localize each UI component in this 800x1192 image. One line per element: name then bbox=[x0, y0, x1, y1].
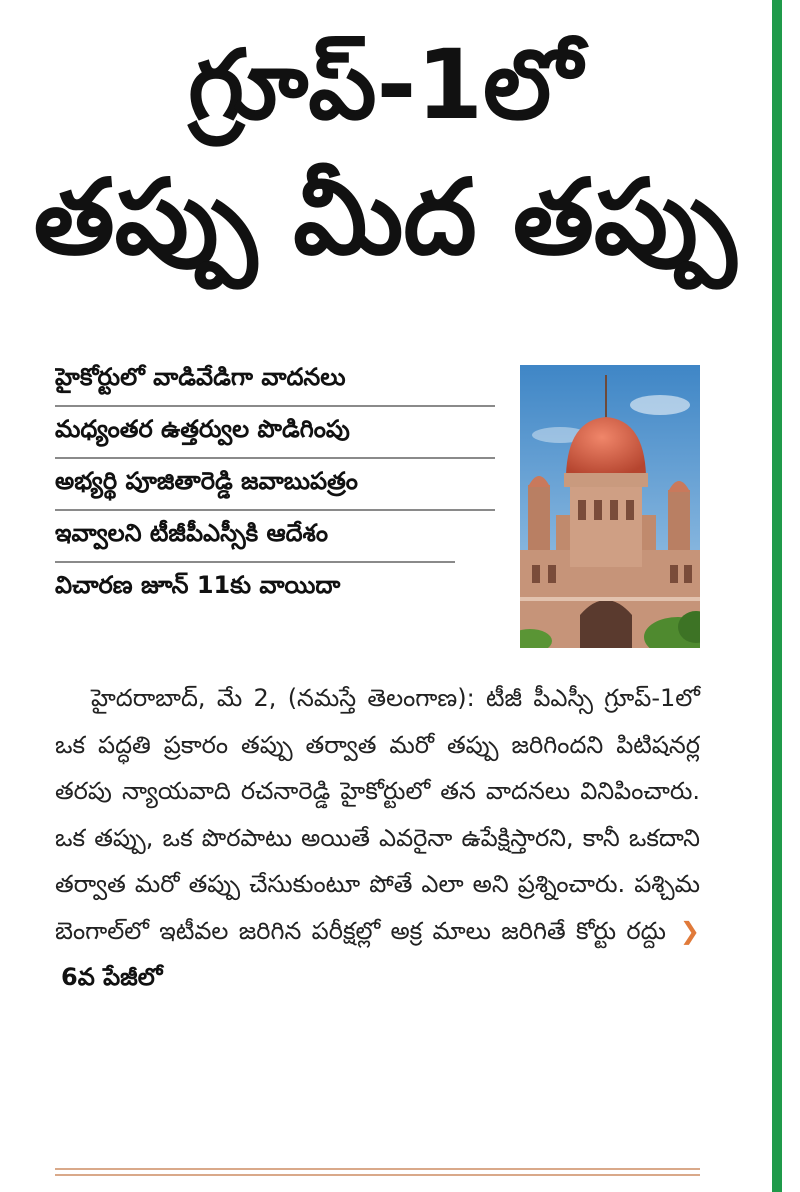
subheading-5: విచారణ జూన్‌ 11కు వాయిదా bbox=[55, 571, 341, 599]
article-text: హైదరాబాద్‌, మే 2, (నమస్తే తెలంగాణ): టీజీ పీఎస్సీ గ్రూప్‌-1లో ఒక పద్ధతి ప్రకారం తప్పు తర్వాత మరో తప్పు జరిగిందని పిటిషనర్ల తరపు న్యాయవాది రచనారెడ్డి హైకోర్టులో తన వాదనలు వినిపించారు. ఒక తప్పు, ఒక పొరపాటు అయితే ఎవరైనా ఉపేక్షిస్తారని, కానీ ఒకదాని తర్వాత మరో తప్పు చేసుకుంటూ పోతే ఎలా అని ప్రశ్నించారు. పశ్చిమ బెంగాల్‌లో ఇటీవల జరిగిన పరీక్షల్లో అక్ర మాలు జరిగితే కోర్టు రద్దు bbox=[55, 684, 700, 945]
headline-line-2: తప్పు మీద తప్పు bbox=[33, 156, 737, 279]
subheading-1: హైకోర్టులో వాడివేడిగా వాదనలు bbox=[55, 355, 495, 407]
headline bbox=[20, 30, 750, 278]
high-court-photo bbox=[520, 365, 700, 648]
article-body bbox=[55, 675, 700, 1001]
bottom-rule bbox=[55, 1168, 700, 1170]
subheading-2: మధ్యంతర ఉత్తర్వుల పొడిగింపు bbox=[55, 407, 495, 459]
bottom-rule-second bbox=[55, 1174, 700, 1176]
headline-line-1: గ్రూప్‌-1లో bbox=[188, 29, 582, 141]
article-paragraph bbox=[55, 675, 700, 1001]
subheadings bbox=[55, 355, 495, 613]
subheading-3: అభ్యర్థి పూజితారెడ్డి జవాబుపత్రం bbox=[55, 459, 495, 511]
continuation-arrow-icon: ❯ bbox=[679, 916, 700, 945]
subheading-4: ఇవ్వాలని టీజీపీఎస్సీకి ఆదేశం bbox=[55, 511, 455, 563]
green-edge-bar bbox=[772, 0, 782, 1192]
continuation-label[interactable]: 6వ పేజీలో bbox=[61, 963, 163, 991]
